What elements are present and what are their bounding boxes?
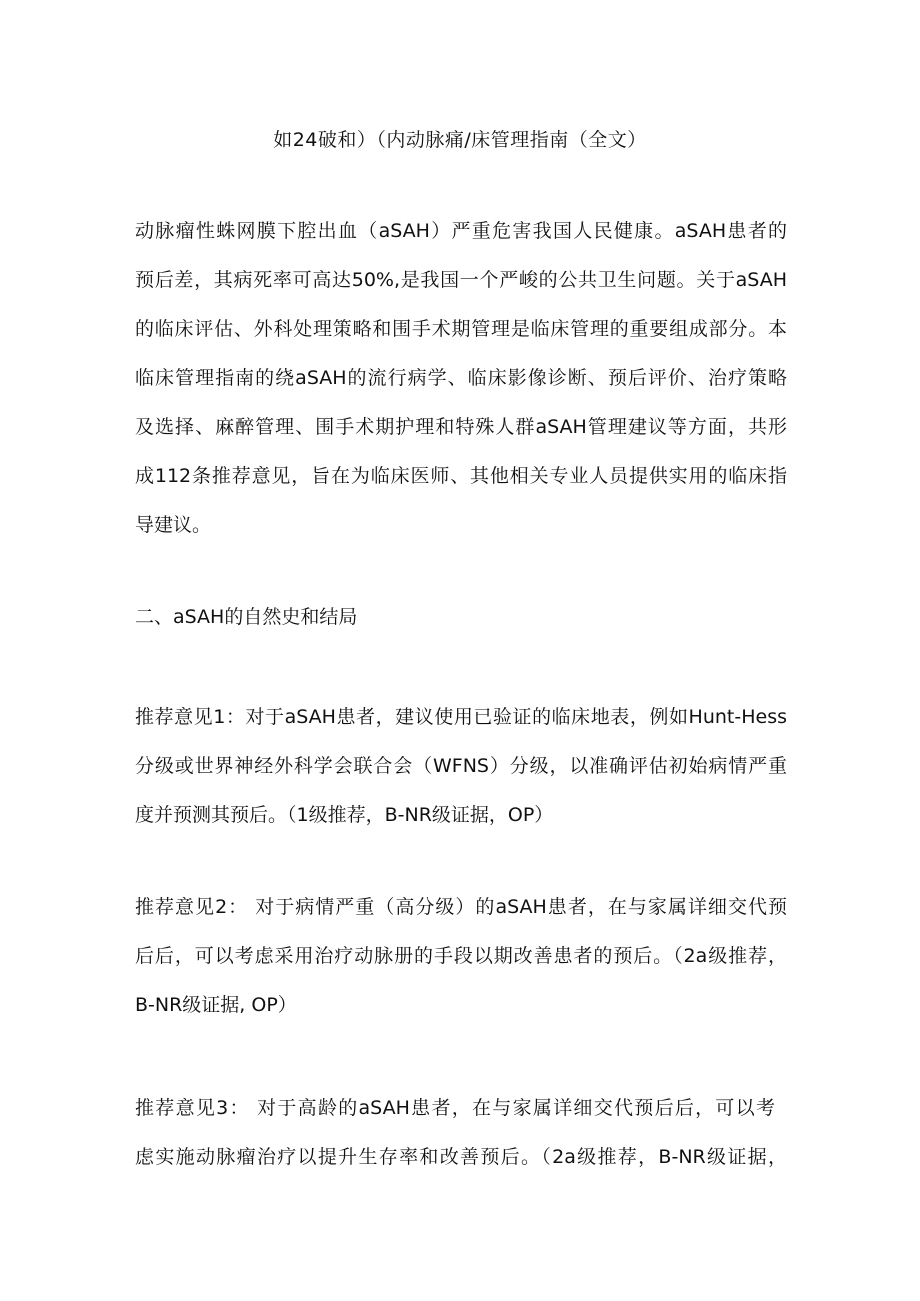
intro-line-1: 动脉瘤性蛛网膜下腔出血（aSAH）严重危害我国人民健康。aSAH患者的: [135, 220, 787, 242]
rec2-line-3: B-NR级证据, OP）: [135, 994, 297, 1016]
intro-line-7: 导建议。: [135, 514, 212, 536]
rec2-line-1: 推荐意见2： 对于病情严重（高分级）的aSAH患者，在与家属详细交代预: [135, 896, 787, 918]
rec3-line-2: 虑实施动脉瘤治疗以提升生存率和改善预后。（2a级推荐，B-NR级证据，: [135, 1146, 787, 1168]
document-title: 如24破和）（内动脉痛/床管理指南（全文）: [273, 129, 647, 151]
intro-line-4: 临床管理指南的绕aSAH的流行病学、临床影像诊断、预后评价、治疗策略: [135, 367, 787, 389]
rec1-line-3: 度并预测其预后。（1级推荐，B-NR级证据，OP）: [135, 804, 554, 826]
section-heading: 二、aSAH的自然史和结局: [135, 606, 358, 628]
rec1-line-1: 推荐意见1：对于aSAH患者，建议使用已验证的临床地表，例如Hunt-Hess: [135, 706, 787, 728]
intro-line-3: 的临床评估、外科处理策略和围手术期管理是临床管理的重要组成部分。本: [135, 318, 787, 340]
intro-line-2: 预后差，其病死率可高达50%,是我国一个严峻的公共卫生问题。关于aSAH: [135, 269, 787, 291]
rec3-line-1: 推荐意见3： 对于高龄的aSAH患者，在与家属详细交代预后后，可以考: [135, 1097, 775, 1119]
intro-line-5: 及选择、麻醉管理、围手术期护理和特殊人群aSAH管理建议等方面，共形: [135, 416, 787, 438]
intro-line-6: 成112条推荐意见，旨在为临床医师、其他相关专业人员提供实用的临床指: [135, 465, 787, 487]
rec2-line-2: 后后，可以考虑采用治疗动脉册的手段以期改善患者的预后。（2a级推荐，: [135, 945, 787, 967]
rec1-line-2: 分级或世界神经外科学会联合会（WFNS）分级，以准确评估初始病情严重: [135, 755, 787, 777]
